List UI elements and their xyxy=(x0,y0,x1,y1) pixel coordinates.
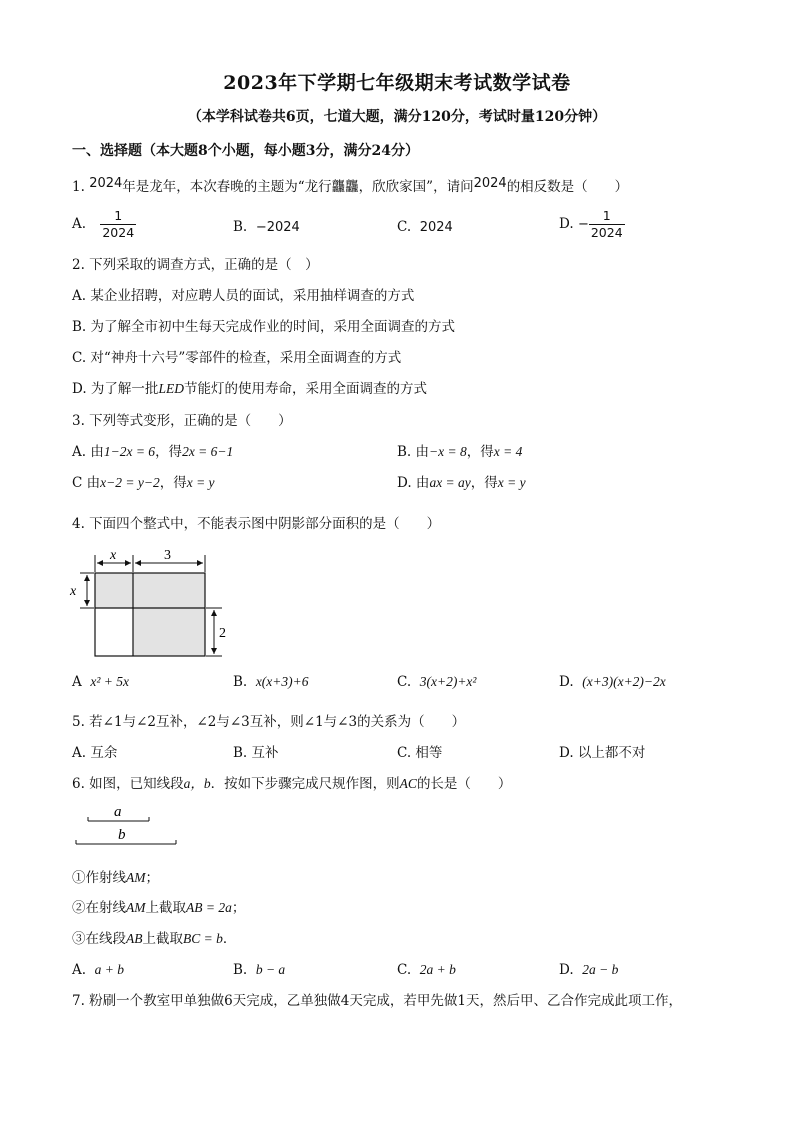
q6-step-3: ③在线段AB上截取BC = b． xyxy=(72,931,237,947)
shaded-top-right xyxy=(133,573,205,608)
q6-option-d: D. 2a − b xyxy=(559,962,619,978)
q1-option-d: D. − $\frac{1}{2024}$ xyxy=(559,208,623,240)
q1-fraction-a: $\frac{1}{2024}$ xyxy=(102,208,135,240)
q6-option-c: C. 2a + b xyxy=(397,962,456,978)
q3-option-d: D. 由ax = ay，得x = y xyxy=(397,475,526,491)
q4-shaded-area-figure xyxy=(66,545,236,665)
label-3: 3 xyxy=(164,548,171,563)
label-2: 2 xyxy=(219,626,226,641)
q3-option-c: C 由x−2 = y−2，得x = y xyxy=(72,475,215,491)
question-6-stem: 6. 如图，已知线段a，b．按如下步骤完成尺规作图，则AC的长是（ ） xyxy=(72,776,512,792)
shaded-square xyxy=(95,573,133,608)
q1-option-a: A. $\frac{1}{2024}$ xyxy=(72,208,135,240)
q1-option-b: B. −2024 xyxy=(233,219,300,235)
question-4-stem: 4. 下面四个整式中，不能表示图中阴影部分面积的是（ ） xyxy=(72,516,441,532)
q5-option-d: D. 以上都不对 xyxy=(559,745,646,761)
q2-option-c: C. 对“神舟十六号”零部件的检查，采用全面调查的方式 xyxy=(72,350,402,366)
question-3-stem: 3. 下列等式变形，正确的是（ ） xyxy=(72,413,292,429)
question-2-stem: 2. 下列采取的调查方式，正确的是（ ） xyxy=(72,257,319,273)
q2-option-d: D. 为了解一批LED节能灯的使用寿命，采用全面调查的方式 xyxy=(72,381,427,397)
q6-option-b: B. b − a xyxy=(233,962,286,978)
question-7-stem: 7. 粉刷一个教室甲单独做6天完成，乙单独做4天完成，若甲先做1天，然后甲、乙合作完成此项工作， xyxy=(72,993,682,1009)
page-subtitle: （本学科试卷共6页，七道大题，满分120分，考试时量120分钟） xyxy=(187,109,607,125)
q4-option-d: D. (x+3)(x+2)−2x xyxy=(559,674,666,690)
q3-option-a: A. 由1−2x = 6，得2x = 6−1 xyxy=(72,444,234,460)
q4-option-a: A x² + 5x xyxy=(72,674,129,690)
q6-option-a: A. a + b xyxy=(72,962,125,978)
q5-option-a: A. 互余 xyxy=(72,745,118,761)
segment-a-label: a xyxy=(114,804,122,820)
q2-option-b: B. 为了解全市初中生每天完成作业的时间，采用全面调查的方式 xyxy=(72,319,456,335)
shaded-bottom-right xyxy=(133,608,205,656)
section-heading: 一、选择题（本大题8个小题，每小题3分，满分24分） xyxy=(72,143,419,159)
q5-option-c: C. 相等 xyxy=(397,745,443,761)
label-x-left: x xyxy=(70,584,77,599)
segment-b-label: b xyxy=(118,827,126,843)
question-5-stem: 5. 若∠1与∠2互补，∠2与∠3互补，则∠1与∠3的关系为（ ） xyxy=(72,714,466,730)
q3-option-b: B. 由−x = 8，得x = 4 xyxy=(397,444,523,460)
q4-option-b: B. x(x+3)+6 xyxy=(233,674,309,690)
question-1-stem: 1. 2024年是龙年，本次春晚的主题为“龙行龘龘，欣欣家国”，请问2024的相反数是（ ） xyxy=(72,176,629,195)
q2-option-a: A. 某企业招聘，对应聘人员的面试，采用抽样调查的方式 xyxy=(72,288,415,304)
q5-option-b: B. 互补 xyxy=(233,745,279,761)
page-title: 2023年下学期七年级期末考试数学试卷 xyxy=(223,72,571,94)
q6-segments-figure xyxy=(72,800,182,850)
q1-option-c: C. 2024 xyxy=(397,219,453,235)
q4-option-c: C. 3(x+2)+x² xyxy=(397,674,477,690)
q6-step-1: ①作射线AM； xyxy=(72,870,159,886)
q6-step-2: ②在射线AM上截取AB = 2a； xyxy=(72,900,246,916)
label-x-top: x xyxy=(110,548,117,563)
q1-fraction-d: $\frac{1}{2024}$ xyxy=(590,208,623,240)
